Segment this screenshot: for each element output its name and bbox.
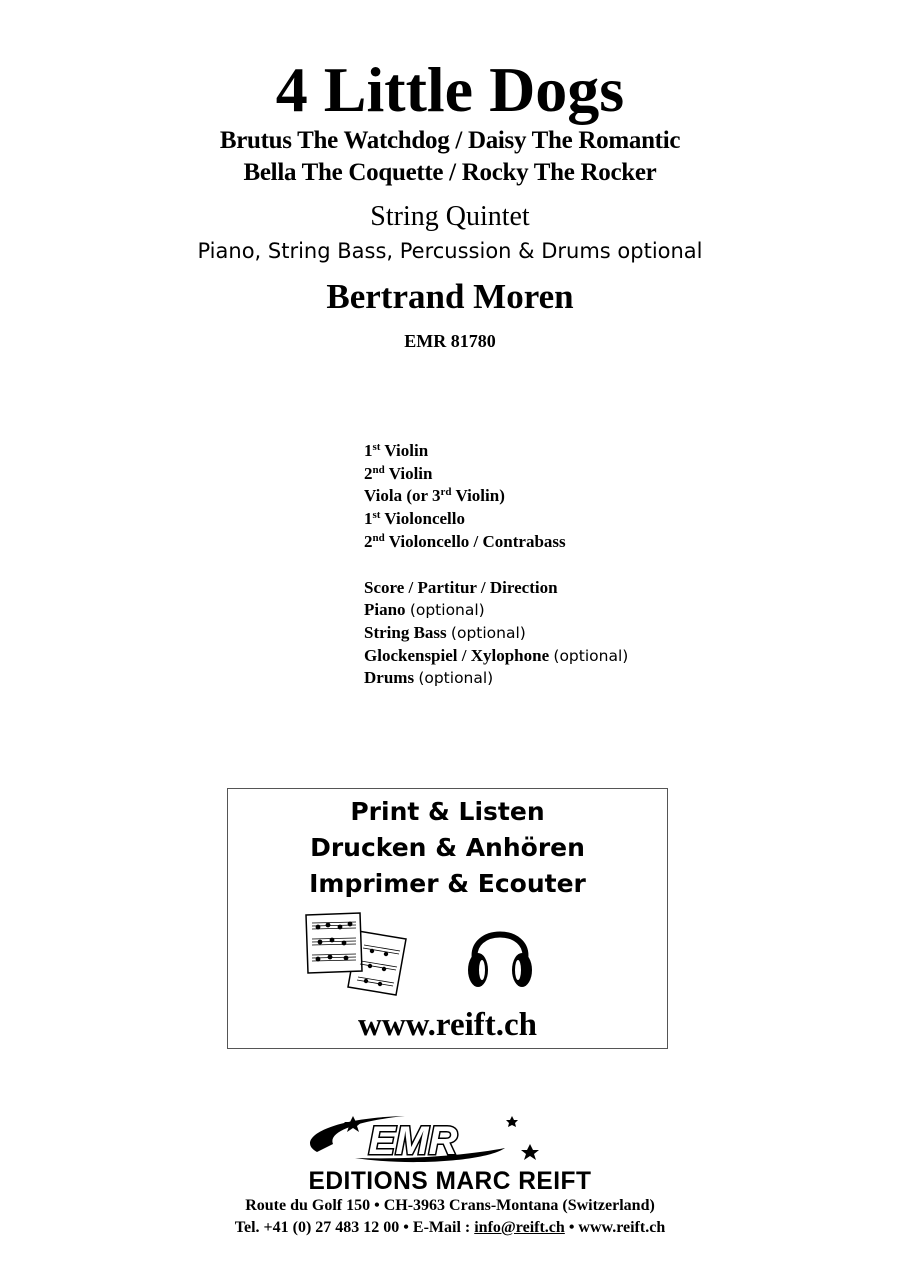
part-item: Viola (or 3rd Violin) <box>364 486 505 506</box>
promo-line-german: Drucken & Anhören <box>310 833 585 862</box>
publisher-name: EDITIONS MARC REIFT <box>308 1167 592 1195</box>
publisher-contact: Tel. +41 (0) 27 483 12 00 • E-Mail : info@reift.ch • www.reift.ch <box>234 1219 666 1236</box>
sheet-music-icon <box>300 909 412 999</box>
extra-part-item: Score / Partitur / Direction <box>364 577 558 597</box>
subtitle-line-2: Bella The Coquette / Rocky The Rocker <box>243 159 657 186</box>
website-link[interactable]: www.reift.ch <box>357 1007 538 1043</box>
ensemble: String Quintet <box>370 201 530 232</box>
part-item: 1st Violoncello <box>364 509 465 529</box>
extra-part-item: Drums (optional) <box>364 668 494 688</box>
part-item: 1st Violin <box>364 441 429 460</box>
extra-part-item: Glockenspiel / Xylophone (optional) <box>364 645 629 665</box>
part-item: 2nd Violoncello / Contrabass <box>364 531 566 551</box>
promo-line-french: Imprimer & Ecouter <box>309 869 586 898</box>
headphones-icon <box>465 912 535 992</box>
emr-logo <box>255 1110 555 1168</box>
parts-list <box>364 440 628 690</box>
extra-part-item: Piano (optional) <box>364 600 485 620</box>
publisher-address: Route du Golf 150 • CH-3963 Crans-Montana (Switzerland) <box>245 1197 655 1214</box>
svg-text:EMR: EMR <box>368 1119 458 1163</box>
extra-part-item: String Bass (optional) <box>364 622 526 642</box>
email-link[interactable]: info@reift.ch <box>474 1219 565 1236</box>
promo-line-english: Print & Listen <box>350 797 545 826</box>
subtitle-line-1: Brutus The Watchdog / Daisy The Romantic <box>219 127 681 154</box>
composer: Bertrand Moren <box>326 277 574 316</box>
catalog-number: EMR 81780 <box>404 331 496 351</box>
optional-instruments: Piano, String Bass, Percussion & Drums optional <box>197 239 703 263</box>
page-title: 4 Little Dogs <box>275 54 625 125</box>
part-item: 2nd Violin <box>364 463 433 483</box>
print-listen-box <box>227 788 668 1049</box>
